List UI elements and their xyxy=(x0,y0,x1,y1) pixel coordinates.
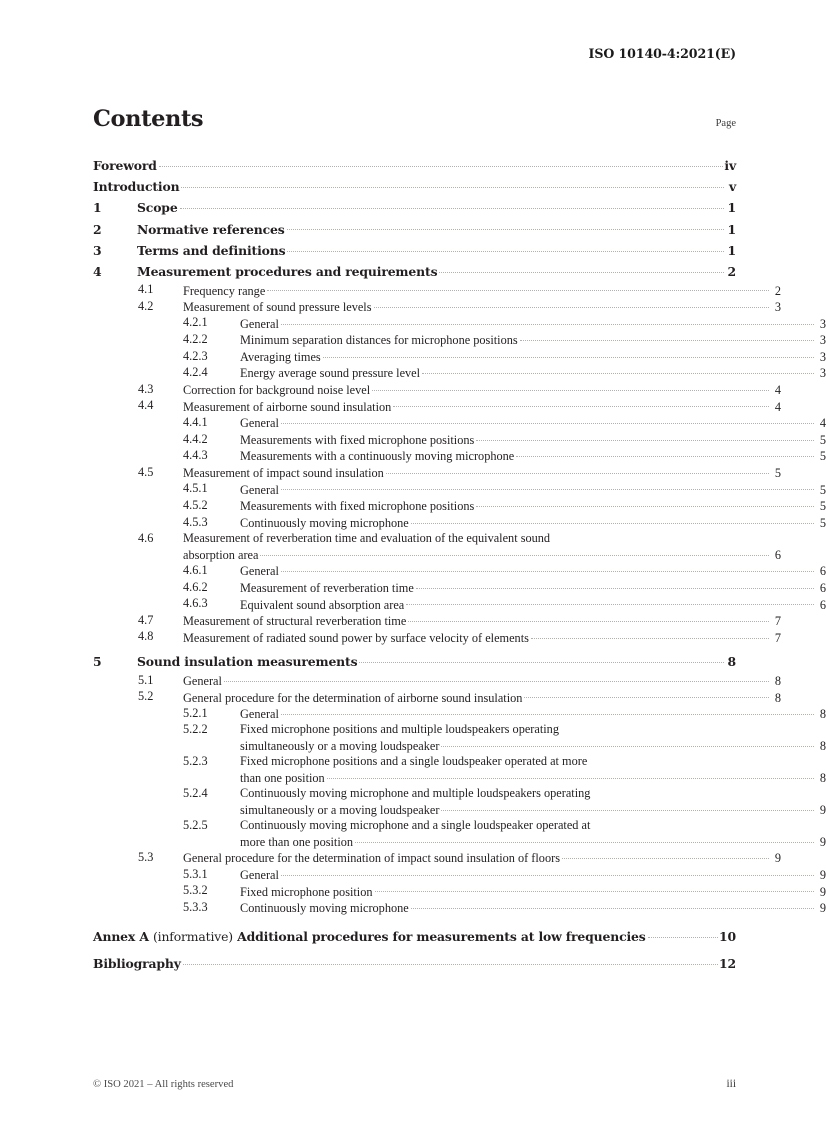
toc-entry[interactable] xyxy=(93,219,736,240)
annex-qualifier: (informative) xyxy=(152,929,233,945)
toc-entry-number: 4.6.3 xyxy=(183,596,208,611)
toc-entry-page-number: 5 xyxy=(819,515,826,530)
toc-entry-page-number: 3 xyxy=(819,333,826,348)
toc-entry-number: 5.3.3 xyxy=(183,899,208,914)
toc-leader-dots xyxy=(416,580,814,592)
toc-entry-title: Measurements with a continuously moving microphone xyxy=(240,449,515,464)
toc-entry-number: 4.4.3 xyxy=(183,448,208,463)
toc-leader-dots xyxy=(372,382,768,394)
toc-entry[interactable] xyxy=(93,155,736,176)
toc-entry-title: Measurement of reverberation time xyxy=(240,580,414,595)
toc-entry-page-number: 8 xyxy=(774,673,781,688)
toc-entry[interactable] xyxy=(93,689,781,706)
toc-entry-title: Fixed microphone position xyxy=(240,884,373,899)
toc-entry[interactable] xyxy=(93,613,781,630)
copyright-notice: © ISO 2021 – All rights reserved xyxy=(93,1079,234,1090)
toc-entry-page-number: 1 xyxy=(727,242,736,258)
toc-entry-title-continued: than one position xyxy=(240,770,325,785)
toc-entry-title: Continuously moving microphone and multiple loudspeakers operating xyxy=(240,786,591,801)
toc-entry-number: 4.2.4 xyxy=(183,365,208,380)
toc-entry[interactable] xyxy=(93,432,826,449)
toc-entry-page-number: 3 xyxy=(774,300,781,315)
toc-entry-page-number: 1 xyxy=(727,200,736,216)
toc-entry[interactable] xyxy=(93,481,826,498)
toc-leader-dots xyxy=(224,673,769,685)
annex-title: Additional procedures for measurements at low frequencies xyxy=(233,929,646,945)
toc-entry[interactable] xyxy=(93,365,826,382)
toc-leader-dots xyxy=(441,738,813,750)
toc-spacer xyxy=(93,916,736,926)
toc-leader-dots xyxy=(287,221,724,233)
toc-entry[interactable] xyxy=(93,240,736,261)
toc-entry-number: 4.1 xyxy=(138,282,154,297)
toc-entry-number: 4.5.3 xyxy=(183,514,208,529)
toc-entry[interactable] xyxy=(93,282,781,299)
toc-leader-dots xyxy=(359,654,723,666)
toc-entry[interactable] xyxy=(93,706,826,723)
toc-entry-page-number: 8 xyxy=(819,707,826,722)
toc-entry-page-number: 8 xyxy=(774,690,781,705)
toc-entry-title: Measurement of airborne sound insulation xyxy=(183,399,392,414)
toc-entry[interactable] xyxy=(93,580,826,597)
toc-entry-page-number: 9 xyxy=(819,834,826,849)
toc-entry-title-continued: absorption area xyxy=(183,547,259,562)
toc-entry-number: 5.2.2 xyxy=(183,722,208,737)
toc-entry-number: 5.2.1 xyxy=(183,705,208,720)
toc-entry-title: General xyxy=(240,707,279,722)
toc-entry-page-number: 3 xyxy=(819,316,826,331)
toc-entry[interactable] xyxy=(93,176,736,197)
toc-entry-number: 4.4 xyxy=(138,398,154,413)
toc-leader-dots xyxy=(159,158,723,170)
toc-entry[interactable] xyxy=(93,398,781,415)
toc-entry-number: 4.4.1 xyxy=(183,414,208,429)
toc-entry-title-continued: more than one position xyxy=(240,834,354,849)
toc-entry[interactable] xyxy=(93,786,826,818)
toc-entry[interactable] xyxy=(93,197,736,218)
toc-leader-dots xyxy=(375,883,814,895)
toc-entry[interactable] xyxy=(93,531,781,563)
toc-entry-title-continued: simultaneously or a moving loudspeaker xyxy=(240,802,440,817)
toc-entry-number: 2 xyxy=(93,221,102,237)
page-title: Contents xyxy=(93,106,204,132)
toc-entry-title: Equivalent sound absorption area xyxy=(240,597,405,612)
toc-entry[interactable] xyxy=(93,382,781,399)
toc-entry-title: General xyxy=(183,673,222,688)
page-column-label: Page xyxy=(715,118,736,129)
toc-entry-number: 5.2.5 xyxy=(183,818,208,833)
toc-entry-title: General xyxy=(240,416,279,431)
toc-leader-dots xyxy=(281,706,814,718)
toc-leader-dots xyxy=(181,179,723,191)
toc-entry-number: 4.2.2 xyxy=(183,332,208,346)
toc-entry[interactable] xyxy=(93,850,781,867)
toc-entry-page-number: 5 xyxy=(819,499,826,514)
toc-entry[interactable] xyxy=(93,926,736,947)
toc-leader-dots xyxy=(281,415,814,427)
toc-entry[interactable] xyxy=(93,722,826,754)
toc-entry[interactable] xyxy=(93,332,826,349)
toc-entry[interactable] xyxy=(93,673,781,690)
toc-entry-page-number: 8 xyxy=(727,654,736,670)
toc-entry-page-number: 5 xyxy=(774,466,781,481)
toc-entry-page-number: 4 xyxy=(774,383,781,398)
toc-entry-title: Measurements with fixed microphone positions xyxy=(240,432,475,447)
toc-leader-dots xyxy=(648,929,718,941)
toc-entry-indent xyxy=(183,739,240,754)
toc-leader-dots xyxy=(287,242,723,254)
toc-entry-page-number: 6 xyxy=(819,580,826,595)
toc-leader-dots xyxy=(439,264,723,276)
toc-entry[interactable] xyxy=(93,629,781,646)
toc-entry-page-number: 7 xyxy=(774,630,781,645)
toc-entry-number: 4.2 xyxy=(138,298,154,313)
toc-entry-title: Energy average sound pressure level xyxy=(240,366,421,381)
toc-leader-dots xyxy=(281,315,814,327)
toc-entry-number: 4.8 xyxy=(138,629,154,644)
toc-entry-title xyxy=(93,926,646,947)
contents-header xyxy=(93,106,736,136)
toc-entry-title: General xyxy=(240,316,279,331)
toc-entry-title: Fixed microphone positions and a single loudspeaker operated at more xyxy=(240,754,588,769)
toc-entry-page-number: 1 xyxy=(727,221,736,237)
toc-entry[interactable] xyxy=(93,883,826,900)
toc-entry[interactable] xyxy=(93,867,826,884)
page-footer xyxy=(93,1078,736,1090)
toc-entry-page-number: 3 xyxy=(819,366,826,381)
toc-entry[interactable] xyxy=(93,818,826,850)
toc-entry-number: 4.6.2 xyxy=(183,579,208,594)
toc-entry-title: Measurement of sound pressure levels xyxy=(183,300,372,315)
toc-leader-dots xyxy=(386,465,769,477)
toc-entry-number: 4.7 xyxy=(138,612,154,627)
toc-entry-page-number: 6 xyxy=(819,597,826,612)
toc-entry-number: 5.2 xyxy=(138,689,154,704)
toc-entry[interactable] xyxy=(93,448,826,465)
toc-leader-dots xyxy=(562,850,769,862)
toc-entry-number: 4.6.1 xyxy=(183,563,208,578)
toc-entry-number: 4.5 xyxy=(138,464,154,479)
toc-entry-number: 4.3 xyxy=(138,381,154,396)
toc-entry-indent xyxy=(183,803,240,818)
toc-entry-number: 4.2.1 xyxy=(183,315,208,330)
toc-entry-number: 5 xyxy=(93,654,102,670)
toc-entry-number: 5.1 xyxy=(138,672,154,687)
toc-entry[interactable] xyxy=(93,900,826,917)
toc-entry-page-number: 9 xyxy=(819,802,826,817)
toc-entry-indent xyxy=(138,548,183,563)
toc-entry-page-number: 6 xyxy=(819,564,826,579)
toc-entry-number: 5.2.3 xyxy=(183,754,208,769)
toc-entry[interactable] xyxy=(93,563,826,580)
toc-entry[interactable] xyxy=(93,315,826,332)
toc-entry-page-number: 6 xyxy=(774,547,781,562)
toc-leader-dots xyxy=(516,448,813,460)
toc-entry-title: Measurement of structural reverberation time xyxy=(183,614,407,629)
toc-entry[interactable] xyxy=(93,465,781,482)
toc-entry-page-number: 9 xyxy=(774,851,781,866)
toc-entry-number: 3 xyxy=(93,242,102,258)
toc-leader-dots xyxy=(524,689,768,701)
toc-entry-indent xyxy=(183,771,240,786)
toc-entry[interactable] xyxy=(93,261,736,282)
toc-leader-dots xyxy=(422,365,813,377)
toc-entry[interactable] xyxy=(93,754,826,786)
toc-entry-title-continued: simultaneously or a moving loudspeaker xyxy=(240,739,440,754)
toc-entry-title: Normative references xyxy=(137,221,285,237)
toc-entry-title: General xyxy=(240,867,279,882)
toc-entry-page-number: 9 xyxy=(819,901,826,916)
toc-entry[interactable] xyxy=(93,349,826,366)
toc-entry-number: 4.4.2 xyxy=(183,431,208,446)
toc-leader-dots xyxy=(355,833,813,845)
toc-leader-dots xyxy=(281,563,814,575)
toc-entry-title: General xyxy=(240,564,279,579)
toc-leader-dots xyxy=(441,802,813,814)
toc-entry-page-number: v xyxy=(728,179,736,195)
toc-entry[interactable] xyxy=(93,299,781,316)
toc-entry-page-number: 4 xyxy=(774,399,781,414)
document-standard-reference: ISO 10140-4:2021(E) xyxy=(588,46,736,61)
annex-label: Annex A xyxy=(93,929,153,945)
toc-entry-title: Continuously moving microphone xyxy=(240,515,409,530)
toc-entry-title: Measurement of radiated sound power by surface velocity of elements xyxy=(183,630,529,645)
toc-entry-title: Averaging times xyxy=(240,349,321,364)
toc-leader-dots xyxy=(374,299,769,311)
toc-entry-title: Foreword xyxy=(93,158,157,173)
toc-leader-dots xyxy=(281,867,814,879)
toc-entry-title: Fixed microphone positions and multiple loudspeakers operating xyxy=(240,722,559,737)
toc-entry-number: 5.2.4 xyxy=(183,786,208,801)
toc-entry-title: Bibliography xyxy=(93,956,181,972)
toc-leader-dots xyxy=(476,498,813,510)
toc-leader-dots xyxy=(183,956,718,968)
toc-entry-title: Introduction xyxy=(93,179,180,195)
toc-entry-title: Minimum separation distances for microphone positions xyxy=(240,333,518,348)
toc-entry-number: 5.3.1 xyxy=(183,866,208,881)
toc-entry-title: Frequency range xyxy=(183,283,266,298)
toc-entry-page-number: 7 xyxy=(774,614,781,629)
footer-page-number: iii xyxy=(726,1078,736,1090)
toc-entry-title: Scope xyxy=(137,200,178,216)
toc-leader-dots xyxy=(408,613,768,625)
toc-leader-dots xyxy=(476,432,813,444)
toc-entry-indent xyxy=(183,835,240,850)
toc-leader-dots xyxy=(411,900,814,912)
toc-entry-number: 4 xyxy=(93,264,102,280)
toc-entry-title: General xyxy=(240,482,279,497)
toc-entry-title: General procedure for the determination of impact sound insulation of floors xyxy=(183,851,560,866)
toc-leader-dots xyxy=(520,332,814,344)
toc-entry-title: Terms and definitions xyxy=(137,242,286,258)
toc-entry[interactable] xyxy=(93,415,826,432)
toc-leader-dots xyxy=(260,546,768,558)
toc-entry-number: 4.5.2 xyxy=(183,497,208,512)
toc-leader-dots xyxy=(393,398,768,410)
toc-entry-number: 4.5.1 xyxy=(183,481,208,496)
toc-leader-dots xyxy=(531,629,769,641)
toc-entry-number: 5.3 xyxy=(138,850,154,865)
toc-entry[interactable] xyxy=(93,651,736,672)
toc-leader-dots xyxy=(411,515,814,527)
toc-entry-page-number: 8 xyxy=(819,739,826,754)
toc-entry-page-number: 2 xyxy=(727,264,736,280)
toc-entry-page-number: 8 xyxy=(819,770,826,785)
toc-entry-page-number: 2 xyxy=(774,283,781,298)
toc-entry-page-number: 10 xyxy=(719,929,736,945)
toc-entry[interactable] xyxy=(93,953,736,974)
toc-entry-title: Measurements with fixed microphone positions xyxy=(240,499,475,514)
toc-leader-dots xyxy=(327,770,814,782)
table-of-contents xyxy=(93,155,826,974)
toc-entry-page-number: 9 xyxy=(819,884,826,899)
toc-entry-number: 5.3.2 xyxy=(183,883,208,898)
toc-entry-title: Measurement of reverberation time and evaluation of the equivalent sound xyxy=(183,531,551,546)
toc-entry-title: Correction for background noise level xyxy=(183,383,371,398)
toc-entry-page-number: 4 xyxy=(819,416,826,431)
toc-entry-page-number: 12 xyxy=(719,956,736,972)
toc-entry-title: General procedure for the determination of airborne sound insulation xyxy=(183,690,523,705)
toc-leader-dots xyxy=(406,596,813,608)
toc-entry-page-number: 5 xyxy=(819,432,826,447)
toc-entry-title: Measurement procedures and requirements xyxy=(137,264,438,280)
toc-leader-dots xyxy=(267,282,768,294)
toc-entry-page-number: 9 xyxy=(819,867,826,882)
toc-leader-dots xyxy=(323,349,814,361)
toc-leader-dots xyxy=(281,481,814,493)
toc-entry-page-number: 5 xyxy=(819,482,826,497)
toc-entry-number: 4.6 xyxy=(138,531,154,546)
toc-entry-number: 1 xyxy=(93,200,102,216)
toc-entry[interactable] xyxy=(93,498,826,515)
toc-entry[interactable] xyxy=(93,596,826,613)
toc-entry-page-number: iv xyxy=(724,158,736,173)
toc-entry-title: Continuously moving microphone xyxy=(240,901,409,916)
toc-entry-title: Measurement of impact sound insulation xyxy=(183,466,384,481)
toc-entry[interactable] xyxy=(93,515,826,532)
toc-leader-dots xyxy=(180,200,724,212)
toc-entry-page-number: 5 xyxy=(819,449,826,464)
toc-entry-title: Sound insulation measurements xyxy=(137,654,358,670)
toc-entry-title: Continuously moving microphone and a single loudspeaker operated at xyxy=(240,818,591,833)
toc-entry-page-number: 3 xyxy=(819,349,826,364)
toc-entry-number: 4.2.3 xyxy=(183,348,208,363)
